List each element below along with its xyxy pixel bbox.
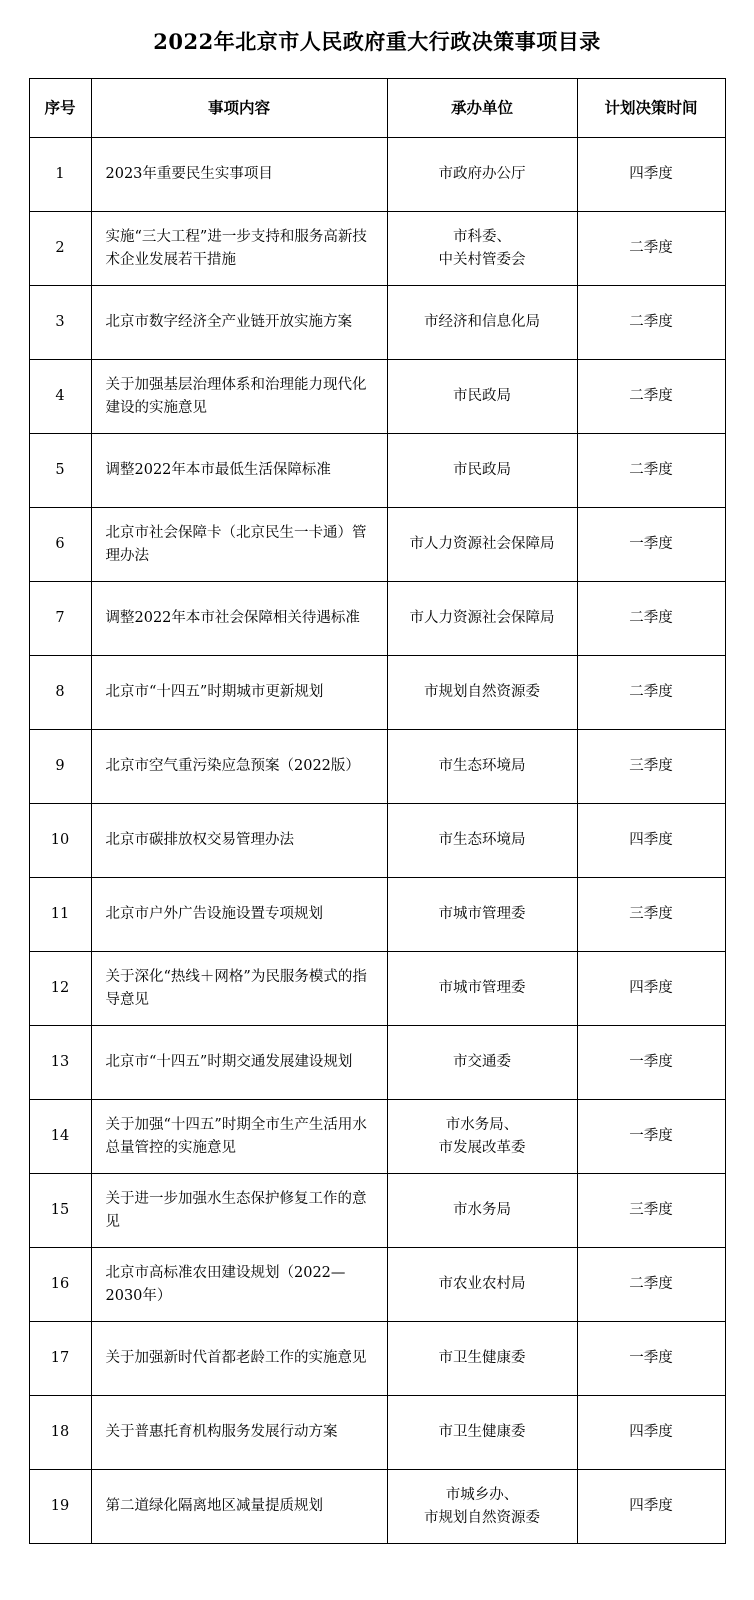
row-number: 10 bbox=[29, 804, 91, 878]
row-unit bbox=[387, 1322, 577, 1396]
row-unit bbox=[387, 730, 577, 804]
table-row bbox=[29, 508, 725, 582]
row-time: 四季度 bbox=[577, 952, 725, 1026]
row-unit bbox=[387, 508, 577, 582]
row-number: 6 bbox=[29, 508, 91, 582]
row-content: 第二道绿化隔离地区减量提质规划 bbox=[91, 1470, 387, 1544]
table-row bbox=[29, 1248, 725, 1322]
column-header-no: 序号 bbox=[29, 79, 91, 138]
row-number: 7 bbox=[29, 582, 91, 656]
table-row bbox=[29, 952, 725, 1026]
row-unit bbox=[387, 212, 577, 286]
table-body bbox=[29, 138, 725, 1544]
table-header bbox=[29, 79, 725, 138]
row-content: 北京市空气重污染应急预案（2022版） bbox=[91, 730, 387, 804]
row-number: 8 bbox=[29, 656, 91, 730]
unit-line: 市民政局 bbox=[453, 388, 511, 405]
unit-line: 市交通委 bbox=[453, 1054, 511, 1071]
row-unit bbox=[387, 1248, 577, 1322]
row-content: 关于进一步加强水生态保护修复工作的意见 bbox=[91, 1174, 387, 1248]
row-content: 关于普惠托育机构服务发展行动方案 bbox=[91, 1396, 387, 1470]
row-number: 14 bbox=[29, 1100, 91, 1174]
row-content: 调整2022年本市社会保障相关待遇标准 bbox=[91, 582, 387, 656]
row-unit bbox=[387, 138, 577, 212]
row-time: 四季度 bbox=[577, 138, 725, 212]
row-number: 4 bbox=[29, 360, 91, 434]
unit-line: 市水务局 bbox=[453, 1202, 511, 1219]
table-row bbox=[29, 730, 725, 804]
row-time: 一季度 bbox=[577, 1100, 725, 1174]
row-unit bbox=[387, 1396, 577, 1470]
table-row bbox=[29, 1100, 725, 1174]
row-unit bbox=[387, 1174, 577, 1248]
row-content: 调整2022年本市最低生活保障标准 bbox=[91, 434, 387, 508]
row-number: 15 bbox=[29, 1174, 91, 1248]
row-number: 1 bbox=[29, 138, 91, 212]
row-number: 16 bbox=[29, 1248, 91, 1322]
row-content: 关于加强基层治理体系和治理能力现代化建设的实施意见 bbox=[91, 360, 387, 434]
row-content: 北京市碳排放权交易管理办法 bbox=[91, 804, 387, 878]
unit-line: 市卫生健康委 bbox=[438, 1424, 526, 1441]
row-unit bbox=[387, 656, 577, 730]
row-content: 北京市“十四五”时期城市更新规划 bbox=[91, 656, 387, 730]
table-row bbox=[29, 1396, 725, 1470]
table-row bbox=[29, 138, 725, 212]
row-number: 19 bbox=[29, 1470, 91, 1544]
row-number: 13 bbox=[29, 1026, 91, 1100]
row-unit bbox=[387, 1100, 577, 1174]
row-time: 二季度 bbox=[577, 434, 725, 508]
unit-line: 市城乡办、 bbox=[445, 1487, 519, 1504]
row-time: 二季度 bbox=[577, 582, 725, 656]
table-row bbox=[29, 360, 725, 434]
row-content: 北京市高标准农田建设规划（2022—2030年） bbox=[91, 1248, 387, 1322]
table-row bbox=[29, 656, 725, 730]
unit-line: 市水务局、 bbox=[445, 1117, 519, 1134]
matters-table bbox=[29, 78, 726, 1544]
row-time: 一季度 bbox=[577, 508, 725, 582]
table-row bbox=[29, 434, 725, 508]
table-row bbox=[29, 1322, 725, 1396]
row-time: 四季度 bbox=[577, 1470, 725, 1544]
row-time: 四季度 bbox=[577, 804, 725, 878]
row-number: 12 bbox=[29, 952, 91, 1026]
unit-line: 市规划自然资源委 bbox=[424, 1509, 540, 1526]
row-time: 三季度 bbox=[577, 878, 725, 952]
column-header-time: 计划决策时间 bbox=[577, 79, 725, 138]
row-time: 四季度 bbox=[577, 1396, 725, 1470]
row-content: 北京市户外广告设施设置专项规划 bbox=[91, 878, 387, 952]
unit-line: 市民政局 bbox=[453, 462, 511, 479]
row-time: 二季度 bbox=[577, 1248, 725, 1322]
row-content: 北京市社会保障卡（北京民生一卡通）管理办法 bbox=[91, 508, 387, 582]
column-header-unit: 承办单位 bbox=[387, 79, 577, 138]
unit-line: 市政府办公厅 bbox=[438, 166, 526, 183]
unit-line: 市卫生健康委 bbox=[438, 1350, 526, 1367]
page-title: 2022年北京市人民政府重大行政决策事项目录 bbox=[153, 29, 601, 54]
unit-line: 市经济和信息化局 bbox=[424, 314, 540, 331]
row-unit bbox=[387, 952, 577, 1026]
row-unit bbox=[387, 582, 577, 656]
row-unit bbox=[387, 1026, 577, 1100]
table-row bbox=[29, 212, 725, 286]
row-number: 2 bbox=[29, 212, 91, 286]
table-row bbox=[29, 582, 725, 656]
row-time: 二季度 bbox=[577, 656, 725, 730]
row-time: 一季度 bbox=[577, 1322, 725, 1396]
row-content: 关于深化“热线＋网格”为民服务模式的指导意见 bbox=[91, 952, 387, 1026]
table-row bbox=[29, 1026, 725, 1100]
table-row bbox=[29, 878, 725, 952]
unit-line: 市城市管理委 bbox=[438, 906, 526, 923]
row-number: 3 bbox=[29, 286, 91, 360]
row-unit bbox=[387, 286, 577, 360]
table-row bbox=[29, 804, 725, 878]
unit-line: 市科委、 bbox=[453, 229, 511, 246]
unit-line: 市发展改革委 bbox=[438, 1139, 526, 1156]
unit-line: 市规划自然资源委 bbox=[424, 684, 540, 701]
column-header-content: 事项内容 bbox=[91, 79, 387, 138]
row-number: 11 bbox=[29, 878, 91, 952]
table-header-row bbox=[29, 79, 725, 138]
row-time: 二季度 bbox=[577, 286, 725, 360]
table-row bbox=[29, 286, 725, 360]
row-content: 关于加强新时代首都老龄工作的实施意见 bbox=[91, 1322, 387, 1396]
unit-line: 市人力资源社会保障局 bbox=[409, 536, 555, 553]
row-time: 三季度 bbox=[577, 730, 725, 804]
row-number: 17 bbox=[29, 1322, 91, 1396]
unit-line: 市农业农村局 bbox=[438, 1276, 526, 1293]
row-time: 一季度 bbox=[577, 1026, 725, 1100]
row-time: 二季度 bbox=[577, 212, 725, 286]
unit-line: 市生态环境局 bbox=[438, 832, 526, 849]
row-content: 北京市“十四五”时期交通发展建设规划 bbox=[91, 1026, 387, 1100]
row-number: 5 bbox=[29, 434, 91, 508]
row-time: 三季度 bbox=[577, 1174, 725, 1248]
row-content: 实施“三大工程”进一步支持和服务高新技术企业发展若干措施 bbox=[91, 212, 387, 286]
table-row bbox=[29, 1174, 725, 1248]
table-row bbox=[29, 1470, 725, 1544]
unit-line: 市人力资源社会保障局 bbox=[409, 610, 555, 627]
row-number: 18 bbox=[29, 1396, 91, 1470]
row-number: 9 bbox=[29, 730, 91, 804]
row-time: 二季度 bbox=[577, 360, 725, 434]
unit-line: 市城市管理委 bbox=[438, 980, 526, 997]
unit-line: 中关村管委会 bbox=[438, 251, 526, 268]
row-unit bbox=[387, 434, 577, 508]
row-unit bbox=[387, 804, 577, 878]
row-content: 2023年重要民生实事项目 bbox=[91, 138, 387, 212]
row-unit bbox=[387, 360, 577, 434]
row-content: 北京市数字经济全产业链开放实施方案 bbox=[91, 286, 387, 360]
row-unit bbox=[387, 1470, 577, 1544]
row-content: 关于加强“十四五”时期全市生产生活用水总量管控的实施意见 bbox=[91, 1100, 387, 1174]
row-unit bbox=[387, 878, 577, 952]
unit-line: 市生态环境局 bbox=[438, 758, 526, 775]
